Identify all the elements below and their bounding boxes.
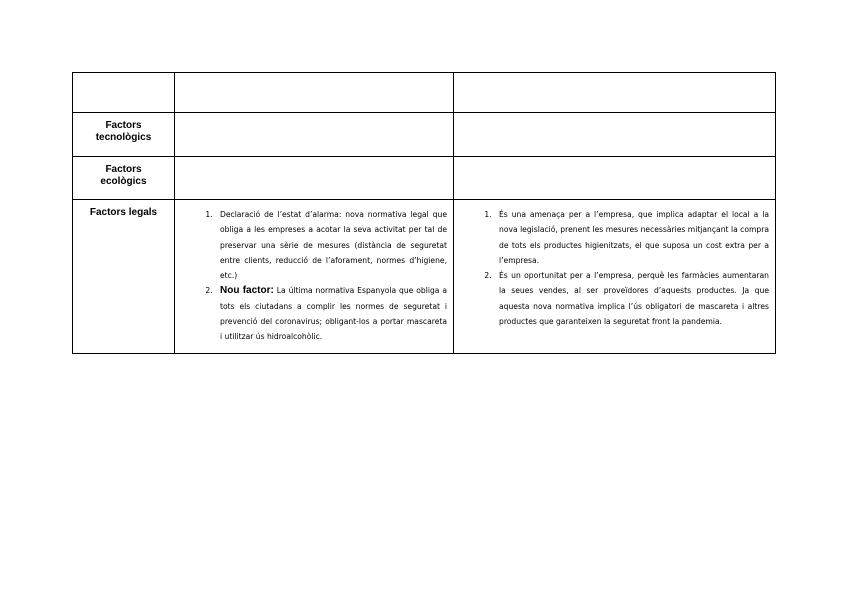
empty-cell bbox=[454, 73, 776, 113]
empty-cell bbox=[175, 157, 454, 200]
list-item: 1. Declaració de l’estat d’alarma: nova normativa legal que obliga a les empreses a acotar la seva activitat per tal de preservar una sèrie de mesures (distància de seguretat entre clients, reducció de l’aforament, normes d’higiene, etc.) bbox=[215, 207, 447, 283]
list-item bbox=[215, 283, 447, 344]
empty-label-cell bbox=[73, 73, 175, 113]
row-label-eco bbox=[73, 157, 175, 200]
legal-left-list bbox=[181, 207, 447, 345]
empty-cell bbox=[175, 73, 454, 113]
list-item: 1. És una amenaça per a l’empresa, que implica adaptar el local a la nova legislació, prenent les mesures necessàries mitjançant la compra de tots els productes higienitzats, el que suposa un cost extra per a l’empresa. bbox=[494, 207, 769, 268]
list-item: 2. És un oportunitat per a l’empresa, perquè les farmàcies aumentaran la seues vendes, al ser proveïdores d’aquests productes. Ja que aquesta nova normativa implica l’ús obligatori de mascareta i altres productes que garanteixen la seguretat front la pandemia. bbox=[494, 268, 769, 329]
empty-cell bbox=[454, 157, 776, 200]
row-label-line: tecnològics bbox=[95, 132, 152, 143]
empty-cell bbox=[175, 113, 454, 157]
pestel-table bbox=[72, 72, 776, 354]
table-row bbox=[73, 113, 776, 157]
row-label-line: Factors bbox=[105, 120, 142, 131]
row-label-line: ecològics bbox=[100, 176, 147, 187]
row-label-tech bbox=[73, 113, 175, 157]
table-row bbox=[73, 73, 776, 113]
table-row bbox=[73, 200, 776, 354]
row-label-line: Factors bbox=[105, 164, 142, 175]
new-factor-label: Nou factor: bbox=[220, 285, 274, 297]
legal-impact-cell bbox=[454, 200, 776, 354]
table-row bbox=[73, 157, 776, 200]
legal-right-list bbox=[460, 207, 769, 329]
empty-cell bbox=[454, 113, 776, 157]
list-item-text: La última normativa Espanyola que obliga a tots els ciutadans a complir les normes de seguretat i prevenció del coronavirus; obligant-los a portar mascareta i utilitzar ús hidroalcohòlic. bbox=[220, 286, 447, 342]
legal-threats-cell bbox=[175, 200, 454, 354]
row-label-legal: Factors legals bbox=[73, 200, 175, 354]
